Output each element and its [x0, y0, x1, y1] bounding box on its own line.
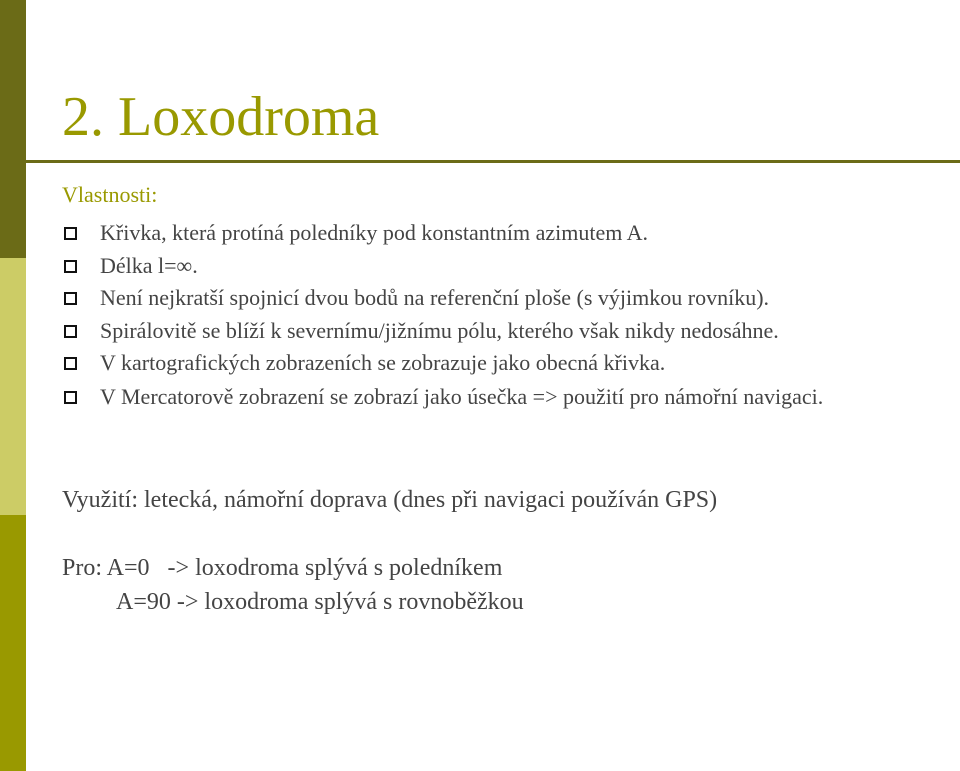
- slide-title: 2. Loxodroma: [62, 86, 380, 148]
- side-bar-top: [0, 0, 26, 258]
- list-item-text: V Mercatorově zobrazení se zobrazí jako úsečka => použití pro námořní navigaci.: [100, 383, 824, 409]
- list-item-text: Délka l=∞.: [100, 252, 198, 278]
- side-bar-bottom: [0, 515, 26, 771]
- list-item: [62, 250, 942, 283]
- side-bar-middle: [0, 258, 26, 515]
- list-item: [62, 282, 942, 315]
- list-item: [62, 217, 942, 250]
- pro-line-second: A=90 -> loxodroma splývá s rovnoběžkou: [116, 589, 524, 615]
- title-divider: [26, 160, 960, 163]
- section-heading: Vlastnosti:: [62, 182, 158, 207]
- hollow-square-icon: [64, 325, 77, 338]
- list-item-text: Křivka, která protíná poledníky pod konstantním azimutem A.: [100, 220, 649, 245]
- list-item: [62, 380, 942, 410]
- hollow-square-icon: [64, 391, 77, 404]
- hollow-square-icon: [64, 292, 77, 305]
- usage-line: Využití: letecká, námořní doprava (dnes při navigaci používán GPS): [62, 487, 718, 513]
- list-item-text: V kartografických zobrazeních se zobrazuje jako obecná křivka.: [100, 350, 666, 375]
- hollow-square-icon: [64, 227, 77, 240]
- list-item-text: Spirálovitě se blíží k severnímu/jižnímu pólu, kterého však nikdy nedosáhne.: [100, 317, 779, 343]
- pro-line-first: Pro: A=0 -> loxodroma splývá s poledníkem: [62, 555, 503, 581]
- list-item: [62, 315, 942, 348]
- hollow-square-icon: [64, 260, 77, 273]
- list-item: [62, 347, 942, 380]
- list-item-text: Není nejkratší spojnicí dvou bodů na referenční ploše (s výjimkou rovníku).: [100, 285, 770, 310]
- property-list: [62, 217, 942, 410]
- hollow-square-icon: [64, 357, 77, 370]
